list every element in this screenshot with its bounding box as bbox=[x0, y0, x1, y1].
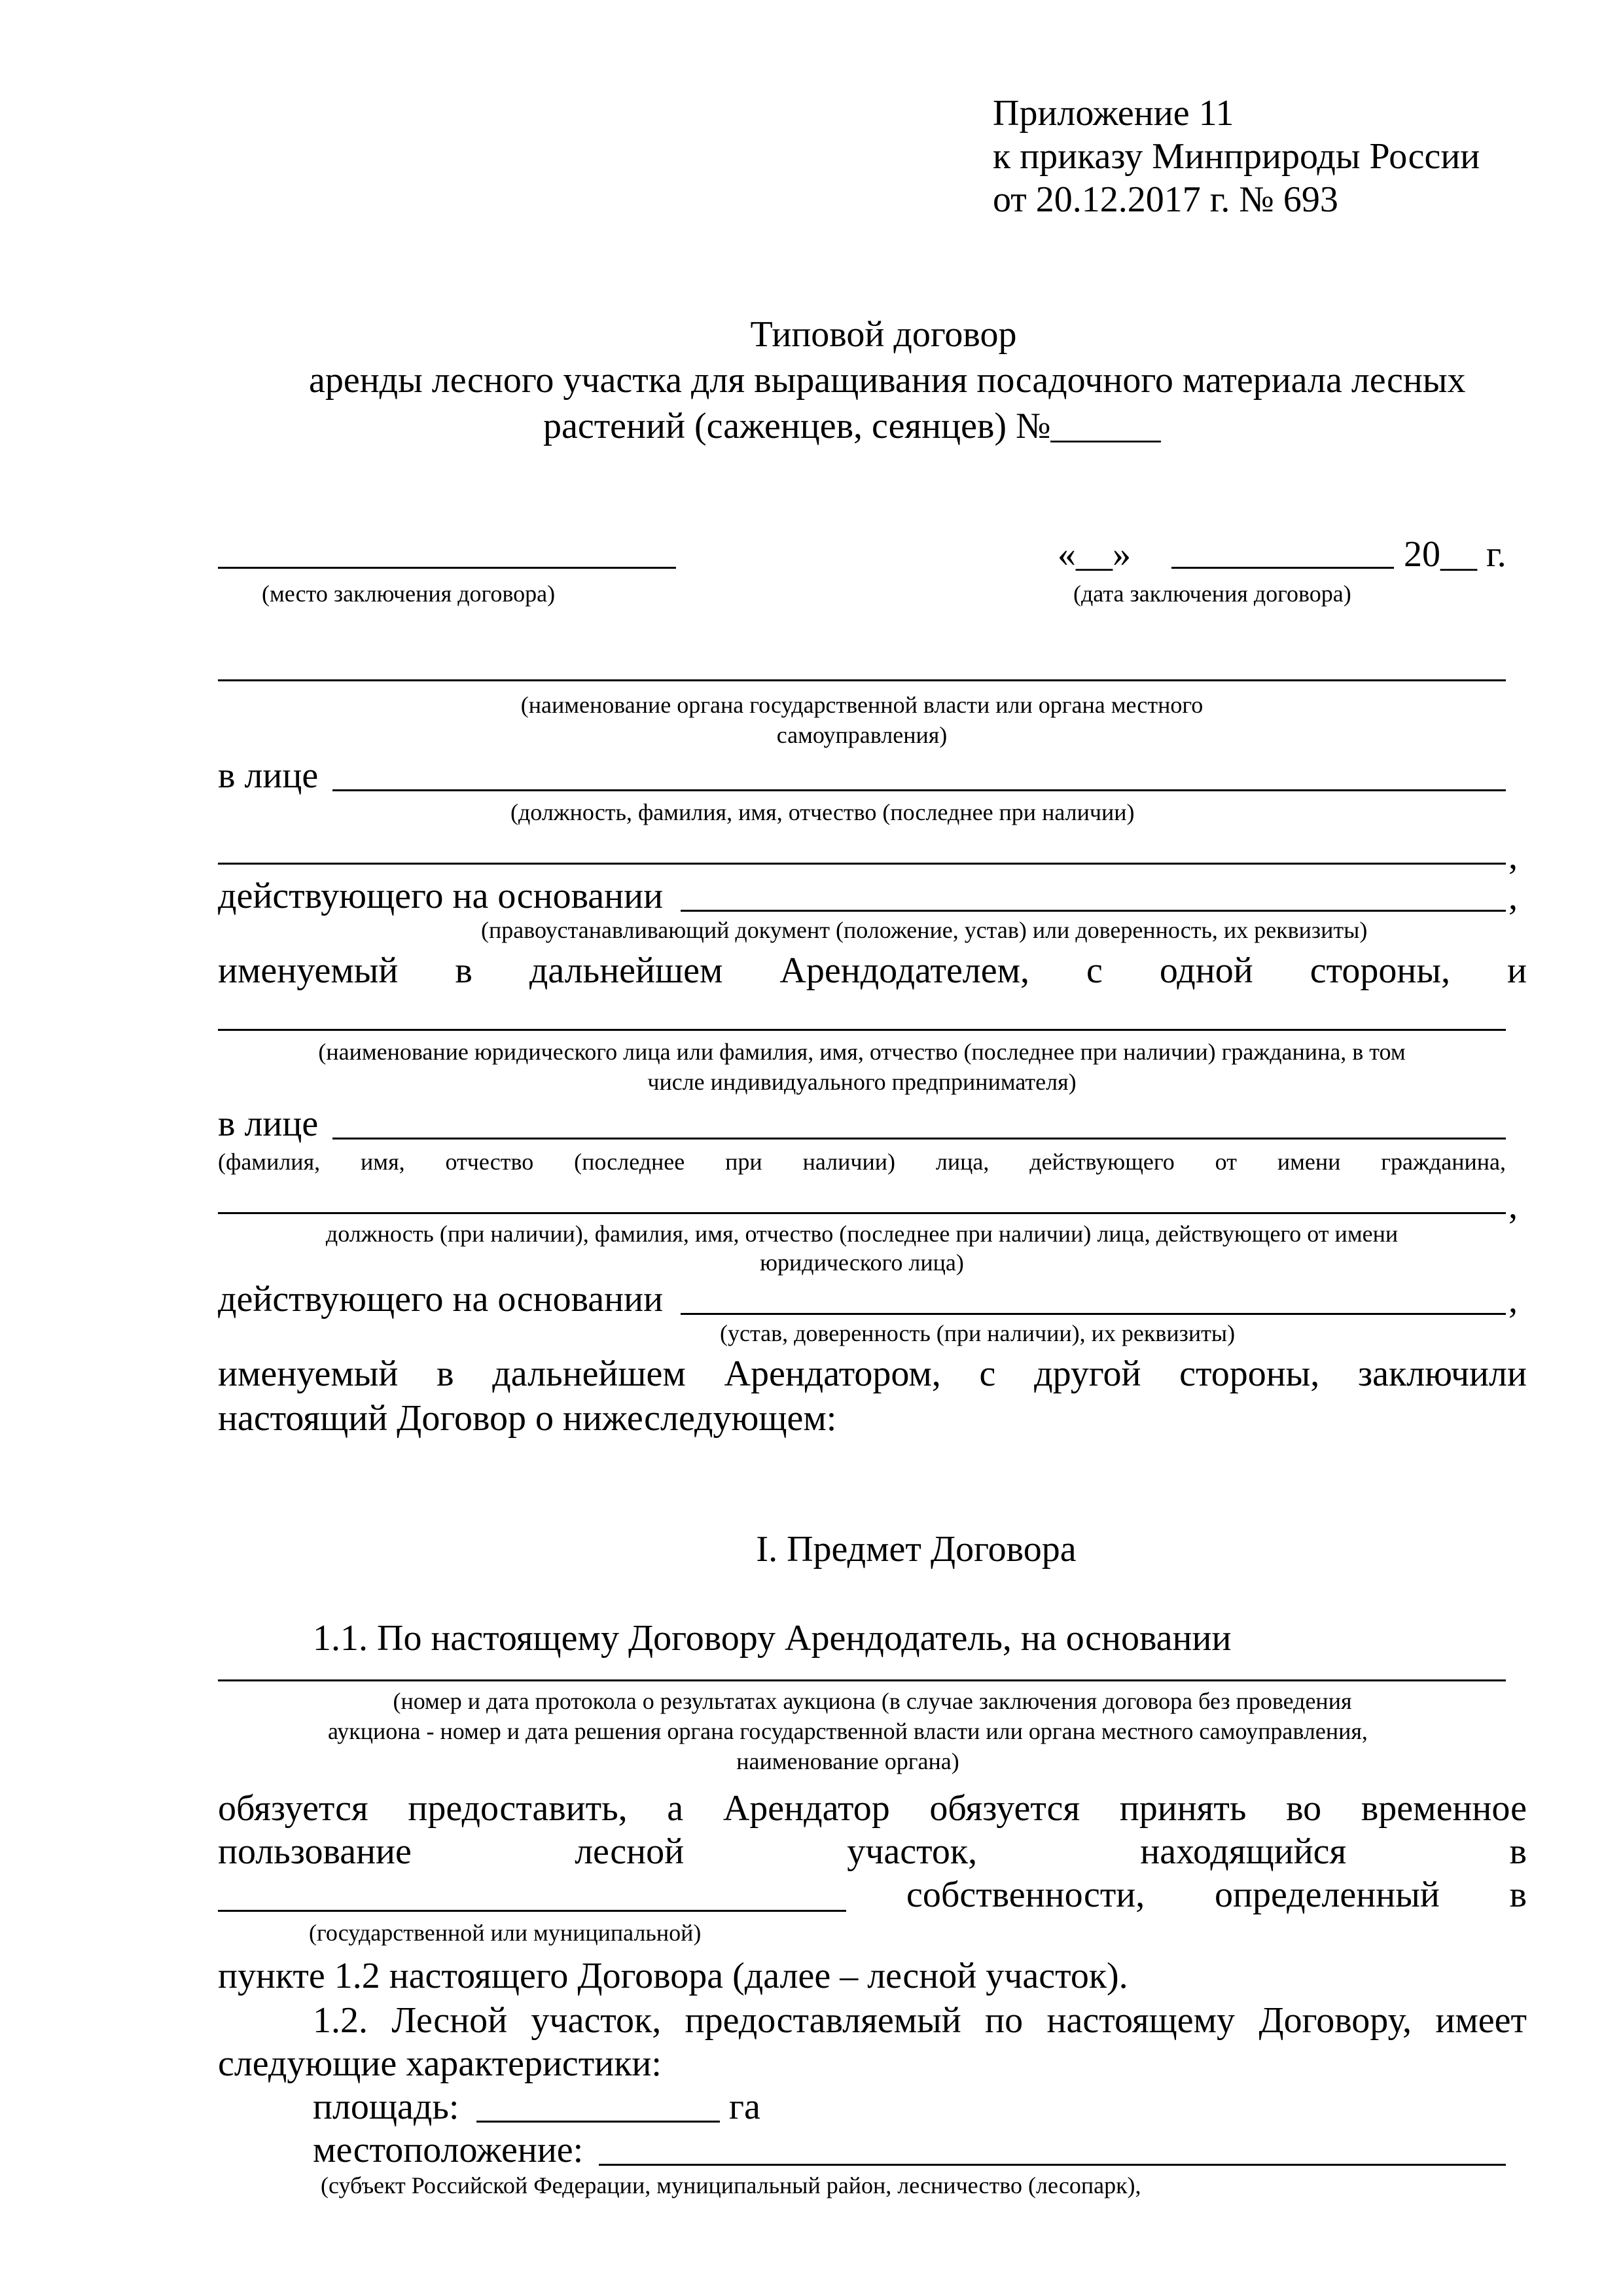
place-caption: (место заключения договора) bbox=[262, 581, 556, 607]
word: имени bbox=[1277, 1149, 1341, 1175]
landlord-rep-line bbox=[332, 789, 1506, 791]
tenant-position-caption-1: должность (при наличии), фамилия, имя, отчество (последнее при наличии) лица, действующего от имени bbox=[325, 1221, 1399, 1247]
ownership-blank-line bbox=[218, 1910, 846, 1912]
word: настоящему bbox=[1046, 2000, 1236, 2041]
word: с bbox=[1086, 950, 1103, 991]
tenant-position-caption-2: юридического лица) bbox=[760, 1249, 964, 1276]
authority-blank-line bbox=[218, 679, 1506, 681]
word: и bbox=[1507, 950, 1527, 991]
word: лесной bbox=[575, 1831, 685, 1872]
clause-1-1-caption-2: аукциона - номер и дата решения органа государственной власти или органа местного самоуправления, bbox=[328, 1718, 1368, 1744]
appendix-date: от 20.12.2017 г. № 693 bbox=[993, 179, 1338, 220]
tenant-basis-line bbox=[681, 1313, 1506, 1315]
word: участок, bbox=[847, 1831, 978, 1872]
tenant-named-row bbox=[218, 1352, 1527, 1395]
word: дальнейшем bbox=[529, 950, 723, 991]
clause-1-1-row3 bbox=[906, 1873, 1527, 1916]
word: Договору, bbox=[1258, 2000, 1412, 2041]
clause-1-1-intro: 1.1. По настоящему Договору Арендодатель, на основании bbox=[313, 1618, 1232, 1659]
document-subtitle-line2: растений (саженцев, сеянцев) №______ bbox=[543, 406, 1161, 446]
landlord-comma-1: , bbox=[1508, 836, 1518, 877]
clause-1-2-row2: следующие характеристики: bbox=[218, 2043, 662, 2084]
word: по bbox=[985, 2000, 1024, 2041]
location-label: местоположение: bbox=[313, 2130, 584, 2170]
tenant-entity-caption-2: числе индивидуального предпринимателя) bbox=[647, 1069, 1077, 1095]
word: Лесной bbox=[391, 2000, 508, 2041]
word: предоставляемый bbox=[685, 2000, 961, 2041]
area-label: площадь: bbox=[313, 2087, 459, 2127]
word: имеет bbox=[1435, 2000, 1527, 2041]
word: обязуется bbox=[218, 1788, 368, 1829]
word: в bbox=[1509, 1831, 1527, 1872]
clause-1-1-row2 bbox=[218, 1830, 1527, 1873]
word: отчество bbox=[445, 1149, 534, 1175]
word: пользование bbox=[218, 1831, 412, 1872]
word: стороны, bbox=[1310, 950, 1450, 991]
word: (фамилия, bbox=[218, 1149, 321, 1175]
word: в bbox=[437, 1354, 454, 1394]
word: в bbox=[455, 950, 473, 991]
word: именуемый bbox=[218, 950, 399, 991]
clause-1-1-row1 bbox=[218, 1787, 1527, 1830]
date-year: 20__ г. bbox=[1404, 534, 1507, 575]
word: с bbox=[979, 1354, 996, 1394]
tenant-represented-by: в лице bbox=[218, 1103, 319, 1144]
area-blank-line bbox=[476, 2121, 720, 2123]
landlord-comma-2: , bbox=[1508, 877, 1518, 918]
tenant-rep-line-2 bbox=[218, 1212, 1506, 1214]
word: обязуется bbox=[929, 1788, 1080, 1829]
tenant-comma-2: , bbox=[1508, 1280, 1518, 1321]
tenant-comma-1: , bbox=[1508, 1186, 1518, 1227]
word: собственности, bbox=[906, 1874, 1145, 1915]
word: наличии) bbox=[802, 1149, 895, 1175]
clause-1-1-basis-line bbox=[218, 1679, 1506, 1681]
word: 1.2. bbox=[313, 2000, 368, 2041]
document-subtitle-line1: аренды лесного участка для выращивания посадочного материала лесных bbox=[309, 360, 1466, 401]
word: именуемый bbox=[218, 1354, 399, 1394]
date-day: «__» bbox=[1058, 534, 1131, 575]
word: определенный bbox=[1215, 1874, 1440, 1915]
appendix-number: Приложение 11 bbox=[993, 93, 1234, 134]
word: от bbox=[1215, 1149, 1237, 1175]
landlord-named-row bbox=[218, 949, 1527, 992]
word: Арендатором, bbox=[724, 1354, 941, 1394]
authority-caption-1: (наименование органа государственной власти или органа местного bbox=[520, 692, 1204, 718]
tenant-blank-line bbox=[218, 1029, 1506, 1031]
place-blank-line bbox=[218, 567, 676, 569]
clause-1-2-row1 bbox=[313, 1999, 1527, 2042]
word: имя, bbox=[361, 1149, 405, 1175]
authority-caption-2: самоуправления) bbox=[776, 722, 948, 748]
word: находящийся bbox=[1140, 1831, 1347, 1872]
section-heading: I. Предмет Договора bbox=[756, 1529, 1077, 1570]
tenant-entity-caption-1: (наименование юридического лица или фамилия, имя, отчество (последнее при наличии) гражданина, в том bbox=[318, 1039, 1406, 1065]
word: Арендодателем, bbox=[779, 950, 1030, 991]
landlord-represented-by: в лице bbox=[218, 755, 319, 796]
word: временное bbox=[1361, 1788, 1527, 1829]
word: участок, bbox=[531, 2000, 662, 2041]
clause-1-1-caption-3: наименование органа) bbox=[736, 1748, 959, 1774]
date-month-line bbox=[1171, 567, 1394, 569]
word: одной bbox=[1159, 950, 1253, 991]
landlord-position-caption: (должность, фамилия, имя, отчество (последнее при наличии) bbox=[510, 799, 1135, 825]
tenant-acting-basis: действующего на основании bbox=[218, 1279, 664, 1319]
document-title: Типовой договор bbox=[750, 314, 1017, 355]
location-caption: (субъект Российской Федерации, муниципальный район, лесничество (лесопарк), bbox=[321, 2172, 1141, 2198]
landlord-basis-caption: (правоустанавливающий документ (положение, устав) или доверенность, их реквизиты) bbox=[481, 917, 1368, 943]
word: действующего bbox=[1029, 1149, 1175, 1175]
location-blank-line bbox=[599, 2164, 1506, 2166]
tenant-person-caption-row bbox=[218, 1147, 1506, 1177]
word: заключили bbox=[1358, 1354, 1527, 1394]
word: (последнее bbox=[574, 1149, 685, 1175]
tenant-named-line2: настоящий Договор о нижеследующем: bbox=[218, 1398, 837, 1439]
word: при bbox=[725, 1149, 762, 1175]
word: лица, bbox=[935, 1149, 990, 1175]
word: гражданина, bbox=[1381, 1149, 1506, 1175]
word: стороны, bbox=[1179, 1354, 1320, 1394]
word: другой bbox=[1034, 1354, 1141, 1394]
clause-1-1-end: пункте 1.2 настоящего Договора (далее – лесной участок). bbox=[218, 1956, 1128, 1996]
tenant-rep-line bbox=[332, 1138, 1506, 1139]
tenant-basis-caption: (устав, доверенность (при наличии), их реквизиты) bbox=[720, 1320, 1236, 1346]
word: в bbox=[1509, 1874, 1527, 1915]
word: принять bbox=[1119, 1788, 1247, 1829]
clause-1-1-caption-1: (номер и дата протокола о результатах аукциона (в случае заключения договора без проведения bbox=[393, 1688, 1352, 1714]
landlord-basis-line bbox=[681, 910, 1506, 912]
word: во bbox=[1286, 1788, 1322, 1829]
word: а bbox=[667, 1788, 684, 1829]
word: дальнейшем bbox=[492, 1354, 686, 1394]
word: предоставить, bbox=[408, 1788, 628, 1829]
area-unit: га bbox=[729, 2087, 760, 2127]
appendix-order: к приказу Минприроды России bbox=[993, 136, 1480, 177]
date-caption: (дата заключения договора) bbox=[1073, 581, 1351, 607]
landlord-acting-basis: действующего на основании bbox=[218, 876, 664, 916]
ownership-caption: (государственной или муниципальной) bbox=[309, 1920, 702, 1946]
landlord-rep-line-2 bbox=[218, 863, 1506, 865]
word: Арендатор bbox=[722, 1788, 890, 1829]
